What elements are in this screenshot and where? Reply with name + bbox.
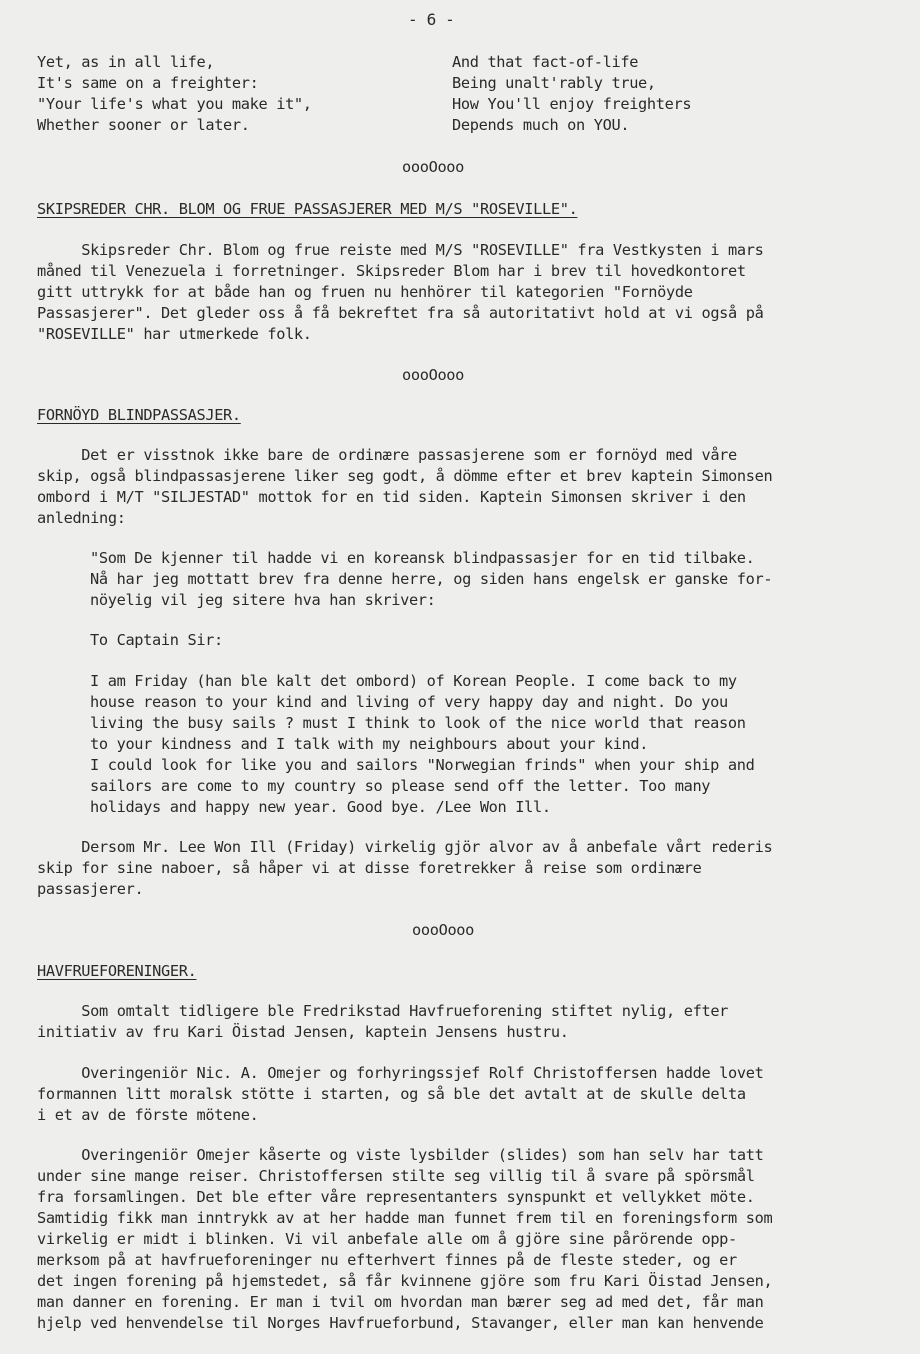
text-line: Passasjerer". Det gleder oss å få bekreftet fra så autoritativt hold at vi også på bbox=[37, 304, 764, 322]
text-line: Nå har jeg mottatt brev fra denne herre, og siden hans engelsk er ganske for- bbox=[90, 570, 773, 588]
text-line: måned til Venezuela i forretninger. Skipsreder Blom har i brev til hovedkontoret bbox=[37, 262, 746, 280]
text-line: passasjerer. bbox=[37, 880, 144, 898]
text-line: I am Friday (han ble kalt det ombord) of Korean People. I come back to my bbox=[90, 672, 737, 690]
text-line: fra forsamlingen. Det ble efter våre representanters synspunkt et vellykket möte. bbox=[37, 1188, 755, 1206]
text-line: Samtidig fikk man inntrykk av at her hadde man funnet frem til en foreningsform som bbox=[37, 1209, 773, 1227]
poem-left-line: "Your life's what you make it", bbox=[37, 95, 312, 113]
text-line: skip for sine naboer, så håper vi at disse foretrekker å reise som ordinære bbox=[37, 859, 702, 877]
text-line: "Som De kjenner til hadde vi en koreansk blindpassasjer for en tid tilbake. bbox=[90, 549, 755, 567]
text-line: merksom på at havfrueforeninger nu efterhvert finnes på de fleste steder, og er bbox=[37, 1251, 737, 1269]
text-line: Overingeniör Nic. A. Omejer og forhyringssjef Rolf Christoffersen hadde lovet bbox=[37, 1064, 764, 1082]
text-line: initiativ av fru Kari Öistad Jensen, kaptein Jensens hustru. bbox=[37, 1023, 569, 1041]
poem-right-line: And that fact-of-life bbox=[452, 53, 639, 71]
text-line: skip, også blindpassasjerene liker seg godt, å dömme efter et brev kaptein Simonsen bbox=[37, 467, 773, 485]
text-line: to your kindness and I talk with my neighbours about your kind. bbox=[90, 735, 649, 753]
section-heading: SKIPSREDER CHR. BLOM OG FRUE PASSASJERER MED M/S "ROSEVILLE". bbox=[37, 200, 578, 218]
text-line: formannen litt moralsk stötte i starten, og så ble det avtalt at de skulle delta bbox=[37, 1085, 746, 1103]
text-line: Skipsreder Chr. Blom og frue reiste med M/S "ROSEVILLE" fra Vestkysten i mars bbox=[37, 241, 764, 259]
text-line: holidays and happy new year. Good bye. /Lee Won Ill. bbox=[90, 798, 551, 816]
section-heading: HAVFRUEFORENINGER. bbox=[37, 962, 197, 980]
text-line: Overingeniör Omejer kåserte og viste lysbilder (slides) som han selv har tatt bbox=[37, 1146, 764, 1164]
text-line: gitt uttrykk for at både han og fruen nu henhörer til kategorien "Fornöyde bbox=[37, 283, 693, 301]
section-heading: FORNÖYD BLINDPASSASJER. bbox=[37, 406, 241, 424]
separator: oooOooo bbox=[412, 921, 475, 939]
text-line: Det er visstnok ikke bare de ordinære passasjerene som er fornöyd med våre bbox=[37, 446, 737, 464]
separator: oooOooo bbox=[402, 158, 465, 176]
poem-left-line: It's same on a freighter: bbox=[37, 74, 259, 92]
text-line: living the busy sails ? must I think to look of the nice world that reason bbox=[90, 714, 746, 732]
text-line: anledning: bbox=[37, 509, 126, 527]
text-line: Som omtalt tidligere ble Fredrikstad Havfrueforening stiftet nylig, efter bbox=[37, 1002, 729, 1020]
text-line: nöyelig vil jeg sitere hva han skriver: bbox=[90, 591, 436, 609]
text-line: under sine mange reiser. Christoffersen stilte seg villig til å svare på spörsmål bbox=[37, 1167, 755, 1185]
poem-right-line: Being unalt'rably true, bbox=[452, 74, 656, 92]
text-line: man danner en forening. Er man i tvil om hvordan man bærer seg ad med det, får man bbox=[37, 1293, 764, 1311]
text-line: Dersom Mr. Lee Won Ill (Friday) virkelig gjör alvor av å anbefale vårt rederis bbox=[37, 838, 773, 856]
letter-salutation: To Captain Sir: bbox=[90, 631, 223, 649]
poem-left-line: Whether sooner or later. bbox=[37, 116, 250, 134]
text-line: house reason to your kind and living of very happy day and night. Do you bbox=[90, 693, 728, 711]
text-line: ombord i M/T "SILJESTAD" mottok for en tid siden. Kaptein Simonsen skriver i den bbox=[37, 488, 746, 506]
text-line: "ROSEVILLE" har utmerkede folk. bbox=[37, 325, 312, 343]
poem-right-line: Depends much on YOU. bbox=[452, 116, 630, 134]
text-line: I could look for like you and sailors "Norwegian frinds" when your ship and bbox=[90, 756, 755, 774]
text-line: sailors are come to my country so please send off the letter. Too many bbox=[90, 777, 711, 795]
poem-left-line: Yet, as in all life, bbox=[37, 53, 215, 71]
text-line: virkelig er midt i blinken. Vi vil anbefale alle om å gjöre sine pårörende opp- bbox=[37, 1230, 737, 1248]
poem-right-line: How You'll enjoy freighters bbox=[452, 95, 692, 113]
page-number: - 6 - bbox=[408, 10, 455, 29]
text-line: i et av de förste mötene. bbox=[37, 1106, 259, 1124]
text-line: det ingen forening på hjemstedet, så får kvinnene gjöre som fru Kari Öistad Jensen, bbox=[37, 1272, 773, 1290]
text-line: hjelp ved henvendelse til Norges Havfrueforbund, Stavanger, eller man kan henvende bbox=[37, 1314, 764, 1332]
separator: oooOooo bbox=[402, 366, 465, 384]
